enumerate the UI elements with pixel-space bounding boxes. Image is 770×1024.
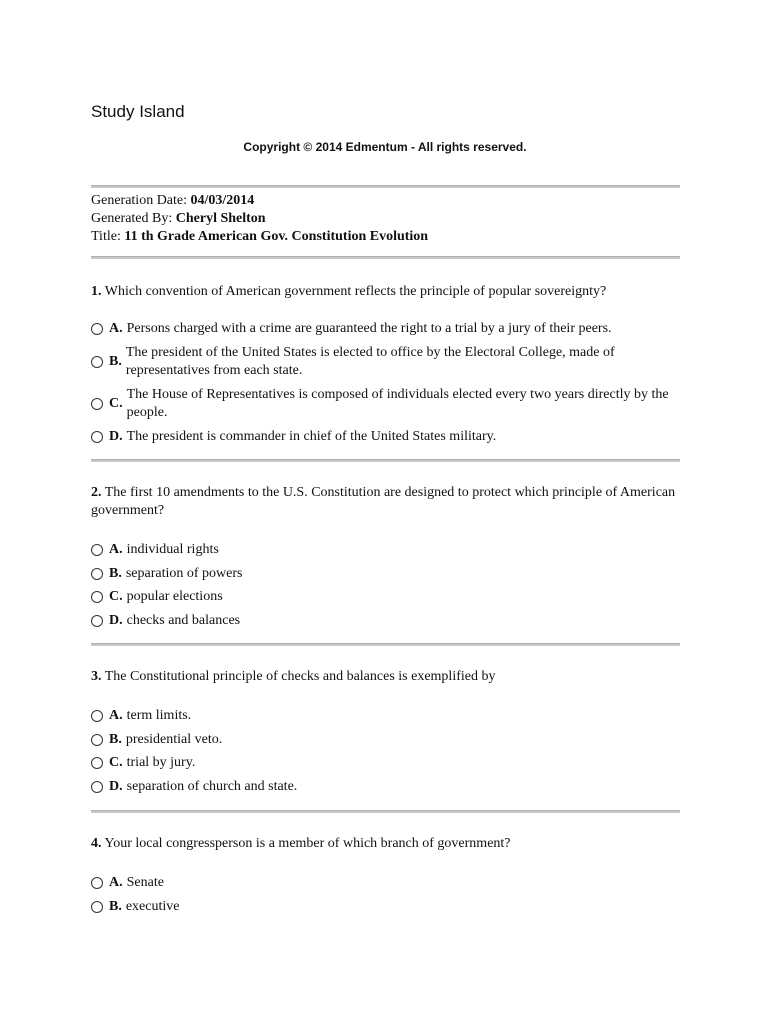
option-text: presidential veto. xyxy=(125,732,223,747)
option-4b[interactable] xyxy=(91,898,681,916)
option-letter: A. xyxy=(109,708,123,723)
option-text: Persons charged with a crime are guaranteed the right to a trial by a jury of their peers. xyxy=(126,321,612,336)
option-1b[interactable] xyxy=(91,344,681,380)
option-letter: A. xyxy=(109,875,123,890)
option-4a[interactable] xyxy=(91,874,681,892)
option-letter: A. xyxy=(109,321,123,336)
option-text: The president of the United States is elected to office by the Electoral College, made of representatives from each state. xyxy=(125,345,615,378)
option-letter: A. xyxy=(109,542,123,557)
radio-button[interactable] xyxy=(91,615,103,627)
option-1d[interactable] xyxy=(91,428,681,446)
option-text: executive xyxy=(125,899,180,914)
question-text: The Constitutional principle of checks and balances is exemplified by xyxy=(104,669,496,684)
title-value: 11 th Grade American Gov. Constitution Evolution xyxy=(124,229,429,244)
question-text: Which convention of American government reflects the principle of popular sovereignty? xyxy=(104,284,607,299)
divider xyxy=(91,643,680,646)
divider xyxy=(91,256,680,259)
option-2a[interactable] xyxy=(91,541,681,559)
option-letter: D. xyxy=(109,779,123,794)
option-letter: B. xyxy=(109,566,122,581)
radio-button[interactable] xyxy=(91,757,103,769)
option-text: The president is commander in chief of the United States military. xyxy=(126,429,497,444)
option-letter: D. xyxy=(109,613,123,628)
option-3d[interactable] xyxy=(91,778,681,796)
generation-date-line xyxy=(91,192,254,210)
option-letter: C. xyxy=(109,396,123,411)
radio-button[interactable] xyxy=(91,901,103,913)
question-number: 1. xyxy=(91,284,102,299)
radio-button[interactable] xyxy=(91,591,103,603)
question-number: 4. xyxy=(91,836,102,851)
option-text: checks and balances xyxy=(126,613,241,628)
question-4 xyxy=(91,835,681,853)
option-letter: B. xyxy=(109,732,122,747)
option-text: Senate xyxy=(126,875,164,890)
question-number: 2. xyxy=(91,485,102,500)
option-text: trial by jury. xyxy=(126,755,196,770)
question-1 xyxy=(91,283,681,301)
divider xyxy=(91,185,680,188)
question-2 xyxy=(91,484,681,520)
radio-button[interactable] xyxy=(91,781,103,793)
option-text: individual rights xyxy=(126,542,219,557)
title-line xyxy=(91,228,428,246)
generated-by-value: Cheryl Shelton xyxy=(175,211,266,226)
option-letter: D. xyxy=(109,429,123,444)
generation-date-value: 04/03/2014 xyxy=(190,193,255,208)
radio-button[interactable] xyxy=(91,568,103,580)
option-text: term limits. xyxy=(126,708,192,723)
radio-button[interactable] xyxy=(91,398,103,410)
option-letter: C. xyxy=(109,755,123,770)
radio-button[interactable] xyxy=(91,356,103,368)
radio-button[interactable] xyxy=(91,710,103,722)
generated-by-label: Generated By: xyxy=(91,211,173,226)
question-number: 3. xyxy=(91,669,102,684)
option-letter: B. xyxy=(109,899,122,914)
question-3 xyxy=(91,668,681,686)
generated-by-line xyxy=(91,210,266,228)
option-2d[interactable] xyxy=(91,612,681,630)
question-text: The first 10 amendments to the U.S. Constitution are designed to protect which principle of American government? xyxy=(91,485,676,518)
title-label: Title: xyxy=(91,229,121,244)
radio-button[interactable] xyxy=(91,734,103,746)
option-2b[interactable] xyxy=(91,565,681,583)
option-3a[interactable] xyxy=(91,707,681,725)
option-3b[interactable] xyxy=(91,731,681,749)
radio-button[interactable] xyxy=(91,431,103,443)
radio-button[interactable] xyxy=(91,323,103,335)
question-text: Your local congressperson is a member of which branch of government? xyxy=(104,836,511,851)
option-1c[interactable] xyxy=(91,386,681,422)
divider xyxy=(91,459,680,462)
divider xyxy=(91,810,680,813)
option-text: separation of powers xyxy=(125,566,243,581)
option-text: popular elections xyxy=(126,589,223,604)
radio-button[interactable] xyxy=(91,544,103,556)
option-2c[interactable] xyxy=(91,588,681,606)
option-letter: C. xyxy=(109,589,123,604)
option-text: separation of church and state. xyxy=(126,779,298,794)
brand-title: Study Island xyxy=(91,102,185,121)
generation-date-label: Generation Date: xyxy=(91,193,188,208)
option-1a[interactable] xyxy=(91,320,681,338)
radio-button[interactable] xyxy=(91,877,103,889)
option-letter: B. xyxy=(109,354,122,369)
copyright-notice: Copyright © 2014 Edmentum - All rights reserved. xyxy=(243,140,527,154)
option-text: The House of Representatives is composed of individuals elected every two years directly by the people. xyxy=(126,387,669,420)
option-3c[interactable] xyxy=(91,754,681,772)
